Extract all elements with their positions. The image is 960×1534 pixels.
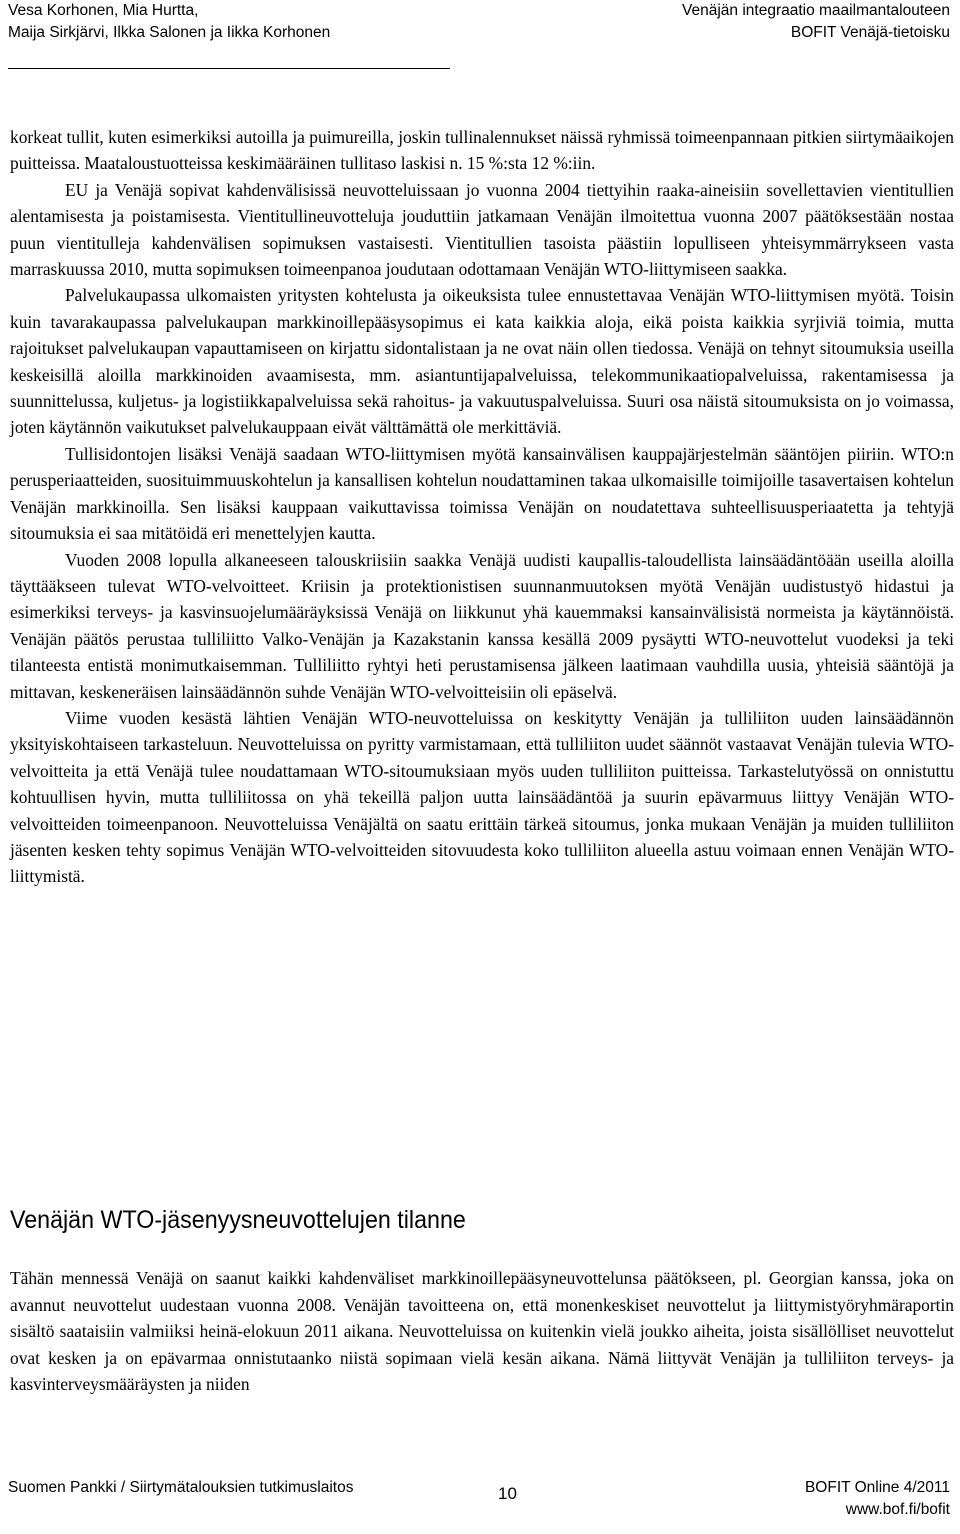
header-title	[682, 0, 950, 44]
header-divider	[8, 68, 450, 69]
footer-series-block	[805, 1477, 950, 1521]
footer-publisher: Suomen Pankki / Siirtymätalouksien tutkimuslaitos	[8, 1479, 354, 1496]
paragraph: EU ja Venäjä sopivat kahdenvälisissä neuvotteluissaan jo vuonna 2004 tiettyihin raaka-aineisiin sovellettavien vientitullien alentamisesta ja poistamisesta. Vientitullineuvotteluja jouduttiin jatkamaan Venäjän ilmoitettua vuonna 2007 päätöksestään nostaa puun vientitulleja kahdenvälisen sopimuksen vastaisesti. Vientitullien tasoista päästiin lopulliseen yhteisymmärrykseen vasta marraskuussa 2010, mutta sopimuksen toimeenpanoa joudutaan odottamaan Venäjän WTO-liittymiseen saakka.	[10, 179, 954, 280]
page-header	[8, 0, 950, 62]
paragraph: Vuoden 2008 lopulla alkaneeseen talouskriisiin saakka Venäjä uudisti kaupallis-taloudellista lainsäädäntöään useilla aloilla täyttääkseen tulevat WTO-velvoitteet. Kriisin ja protektionistisen suunnanmuutoksen myötä Venäjän uudistustyö hidastui ja esimerkiksi terveys- ja kasvinsuojelumääräyksissä Venäjä on liikkunut yhä kauemmaksi kansainvälisistä normeista ja käytännöistä. Venäjän päätös perustaa tulliliitto Valko-Venäjän ja Kazakstanin kanssa kesällä 2009 pysäytti WTO-neuvottelut vuodeksi ja teki tilanteesta entistä monimutkaisemman. Tulliliitto ryhtyi heti perustamisensa jälkeen laatimaan vauhdilla uusia, yhteisiä sääntöjä ja mittavan, keskeneräisen lainsäädännön suhde Venäjän WTO-velvoitteisiin oli epäselvä.	[10, 549, 954, 702]
footer-url-link[interactable]: www.bof.fi/bofit	[845, 1501, 950, 1518]
header-authors-line-2: Maija Sirkjärvi, Ilkka Salonen ja Iikka Korhonen	[8, 24, 331, 41]
paragraph: Tullisidontojen lisäksi Venäjä saadaan WTO-liittymisen myötä kansainvälisen kauppajärjestelmän sääntöjen piiriin. WTO:n perusperiaatteiden, suosituimmuuskohtelun ja kansallisen kohtelun noudattaminen takaa ulkomaisille toimijoille tasavertaisen kohtelun Venäjän markkinoilla. Sen lisäksi kauppaan vaikuttavissa toimissa Venäjän on noudatettava suhteellisuusperiaatetta ja tehtyjä sitoumuksia ei saa mitätöidä eri menettelyjen kautta.	[10, 443, 954, 544]
header-title-line-1: Venäjän integraatio maailmantalouteen	[682, 2, 950, 19]
header-title-line-2: BOFIT Venäjä-tietoisku	[790, 24, 950, 41]
page-footer	[8, 1477, 950, 1533]
page-number: 10	[498, 1484, 517, 1503]
paragraph: Palvelukaupassa ulkomaisten yritysten kohtelusta ja oikeuksista tulee ennustettavaa Venäjän WTO-liittymisen myötä. Toisin kuin tavarakaupassa palvelukaupan markkinoillepääsysopimus ei kata kaikkia aloja, eikä poista kaikkia syrjiviä toimia, mutta rajoitukset palvelukaupan vapauttamiseen on kirjattu sidontalistaan ja ne ovat näin ollen tiedossa. Venäjä on tehnyt sitoumuksia useilla keskeisillä aloilla markkinoiden avaamisesta, mm. asiantuntijapalveluissa, telekommunikaatiopalveluissa, rakentamisessa ja suunnittelussa, kuljetus- ja logistiikkapalveluissa sekä rahoitus- ja vakuutuspalveluissa. Suuri osa näistä sitoumuksista on jo voimassa, joten käytännön vaikutukset palvelukauppaan eivät välttämättä ole merkittäviä.	[10, 285, 954, 438]
paragraph: korkeat tullit, kuten esimerkiksi autoilla ja puimureilla, joskin tullinalennukset näissä ryhmissä toimeenpannaan pitkien siirtymäaikojen puitteissa. Maataloustuotteissa keskimääräinen tullitaso laskisi n. 15 %:sta 12 %:iin.	[10, 127, 954, 174]
body-text	[10, 124, 954, 890]
header-authors	[8, 0, 330, 44]
header-authors-line-1: Vesa Korhonen, Mia Hurtta,	[8, 2, 199, 19]
section-heading: Venäjän WTO-jäsenyysneuvottelujen tilanne	[10, 1206, 466, 1234]
paragraph: Viime vuoden kesästä lähtien Venäjän WTO-neuvotteluissa on keskitytty Venäjän ja tulliliiton uuden lainsäädännön yksityiskohtaiseen tarkasteluun. Neuvotteluissa on pyritty varmistamaan, että tulliliiton uudet säännöt vastaavat Venäjän tulevia WTO-velvoitteita ja että Venäjä tulee noudattamaan WTO-sitoumuksiaan myös uuden tulliliiton puitteissa. Tarkastelutyössä on onnistuttu kohtuullisen hyvin, mutta tulliliitossa on yhä tekeillä paljon uutta lainsäädäntöä ja suurin epävarmuus liittyy Venäjän WTO-velvoitteiden toimeenpanoon. Neuvotteluissa Venäjältä on saatu erittäin tärkeä sitoumus, jonka mukaan Venäjän ja muiden tulliliiton jäsenten kesken tehty sopimus Venäjän WTO-velvoitteiden sitovuudesta koko tulliliiton alueella astuu voimaan ennen Venäjän WTO-liittymistä.	[10, 707, 954, 887]
footer-series: BOFIT Online 4/2011	[804, 1479, 950, 1496]
section-paragraph: Tähän mennessä Venäjä on saanut kaikki kahdenväliset markkinoillepääsyneuvottelunsa päätökseen, pl. Georgian kanssa, joka on avannut neuvottelut uudestaan vuonna 2008. Venäjän tavoitteena on, että monenkeskiset neuvottelut ja liittymistyöryhmäraportin sisältö saataisiin valmiiksi heinä-elokuun 2011 aikana. Neuvotteluissa on kuitenkin vielä joukko aiheita, joista sisällölliset neuvottelut ovat kesken ja on epävarmaa onnistutaanko niistä sopimaan vielä kesän aikana. Nämä liittyvät Venäjän ja tulliliiton terveys- ja kasvinterveysmääräysten ja niiden	[10, 1268, 954, 1395]
section-body	[10, 1265, 954, 1398]
